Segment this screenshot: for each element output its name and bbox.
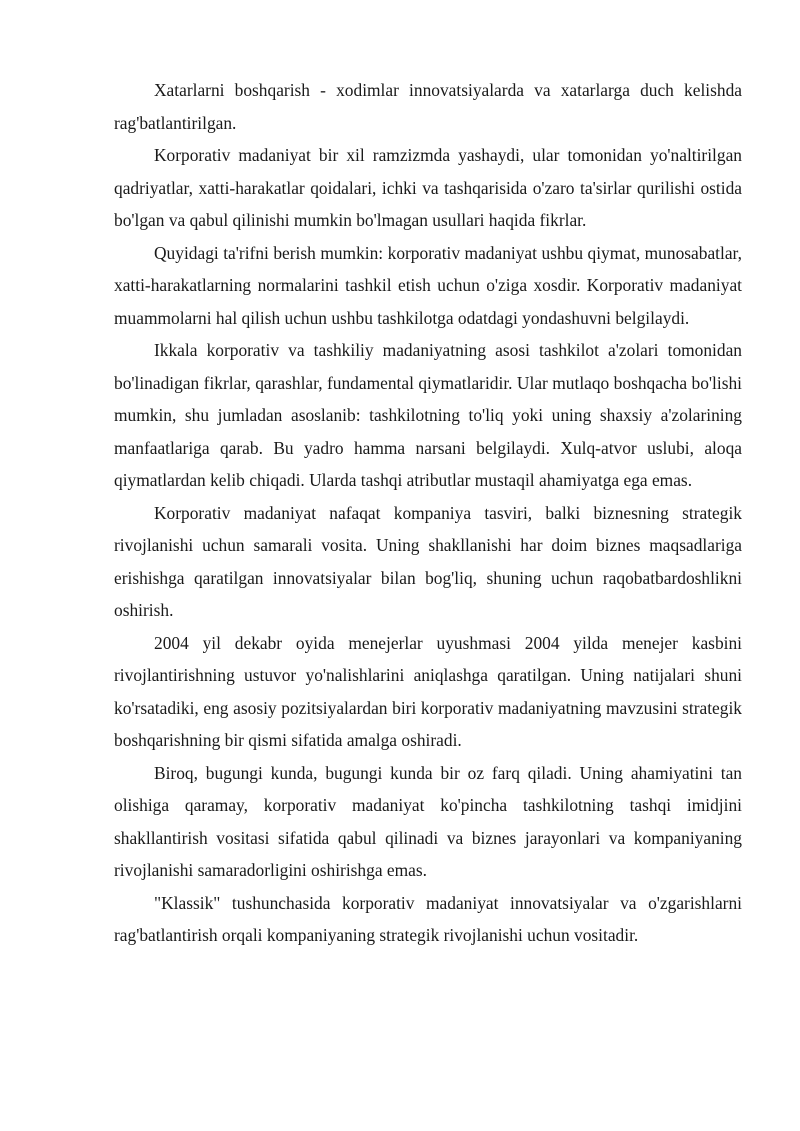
paragraph-classic: "Klassik" tushunchasida korporativ madaniyat innovatsiyalar va o'zgarishlarni rag'batlantirish orqali kompaniyaning strategik rivojlanishi uchun vositadir. [114,892,742,945]
paragraph-today: Biroq, bugungi kunda, bugungi kunda bir oz farq qiladi. Uning ahamiyatini tan olishiga qaramay, korporativ madaniyat ko'pincha tashkilotning tashqi imidjini shakllantirish vositasi sifatida qabul qilinadi va biznes jarayonlari va kompaniyaning rivojlanishi samaradorligini oshirishga emas. [114,762,742,880]
paragraph-strategic-tool: Korporativ madaniyat nafaqat kompaniya tasviri, balki biznesning strategik rivojlanishi uchun samarali vosita. Uning shakllanishi har doim biznes maqsadlariga erishishga qaratilgan innovatsiyalar bilan bog'liq, shuning uchun raqobatbardoshlikni oshirish. [114,502,742,620]
paragraph-definition: Quyidagi ta'rifni berish mumkin: korporativ madaniyat ushbu qiymat, munosabatlar, xatti-harakatlarning normalarini tashkil etish uchun o'ziga xosdir. Korporativ madaniyat muammolarni hal qilish uchun ushbu tashkilotga odatdagi yondashuvni belgilaydi. [114,242,742,328]
paragraph-foundation: Ikkala korporativ va tashkiliy madaniyatning asosi tashkilot a'zolari tomonidan bo'linadigan fikrlar, qarashlar, fundamental qiymatlaridir. Ular mutlaqo boshqacha bo'lishi mumkin, shu jumladan asoslanib: tashkilotning to'liq yoki uning shaxsiy a'zolarining manfaatlariga qarab. Bu yadro hamma narsani belgilaydi. Xulq-atvor uslubi, aloqa qiymatlardan kelib chiqadi. Ularda tashqi atributlar mustaqil ahamiyatga ega emas. [114,340,742,490]
paragraph-risk-management: Xatarlarni boshqarish - xodimlar innovatsiyalarda va xatarlarga duch kelishda rag'batlantirilgan. [114,80,742,133]
paragraph-symbolism: Korporativ madaniyat bir xil ramzizmda yashaydi, ular tomonidan yo'naltirilgan qadriyatlar, xatti-harakatlar qoidalari, ichki va tashqarisida o'zaro ta'sirlar qurilishi ostida bo'lgan va qabul qilinishi mumkin bo'lmagan usullari haqida fikrlar. [114,145,742,230]
paragraph-2004-survey: 2004 yil dekabr oyida menejerlar uyushmasi 2004 yilda menejer kasbini rivojlantirishning ustuvor yo'nalishlarini aniqlashga qaratilgan. Uning natijalari shuni ko'rsatadiki, eng asosiy pozitsiyalardan biri korporativ madaniyatning mavzusini strategik boshqarishning bir qismi sifatida amalga oshiradi. [114,632,742,750]
document-page [114,74,742,952]
